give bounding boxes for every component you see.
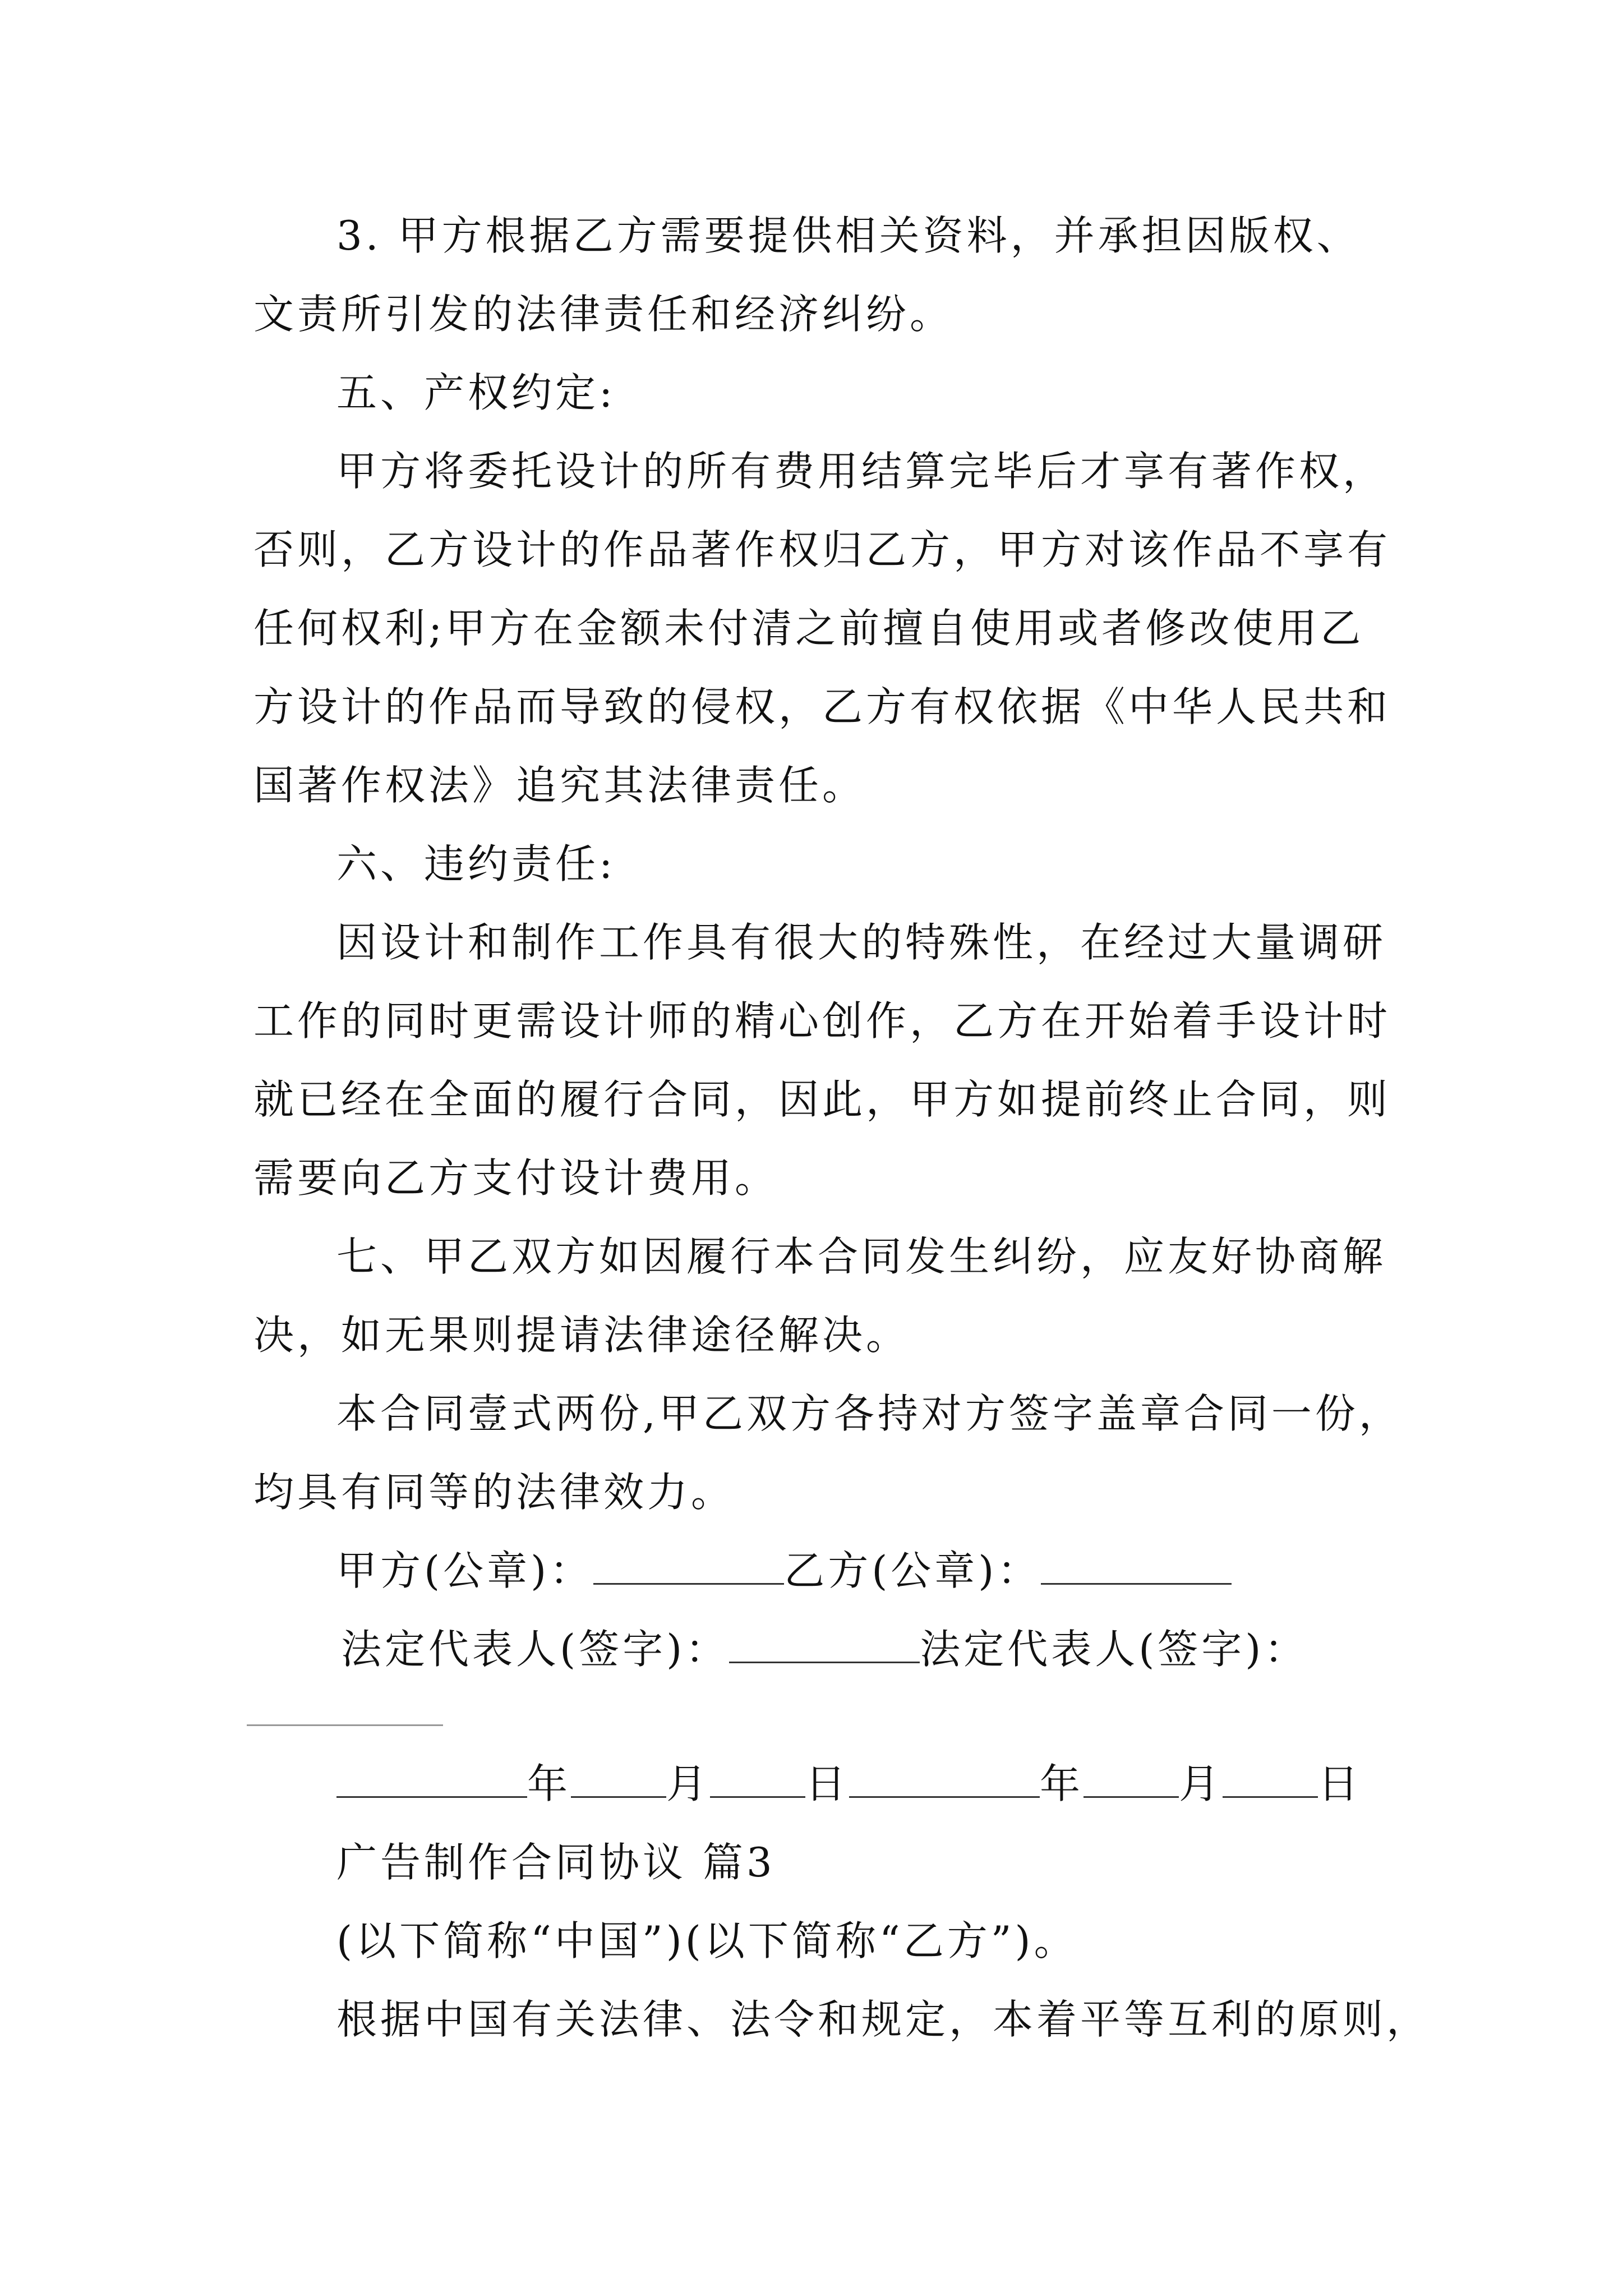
- rep-b-blank-wrapped: [247, 1724, 443, 1726]
- paragraph-line: (以下简称“中国”)(以下简称“乙方”)。: [336, 1917, 1078, 1964]
- rep-b-label: 法定代表人(签字)：: [920, 1626, 1308, 1673]
- day-b-label: 日: [1318, 1760, 1362, 1807]
- rep-a-label: 法定代表人(签字)：: [341, 1626, 730, 1673]
- month-b-label: 月: [1179, 1760, 1223, 1807]
- paragraph-line: 本合同壹式两份,甲乙双方各持对方签字盖章合同一份，: [336, 1390, 1403, 1437]
- paragraph-line: 就已经在全面的履行合同，因此，甲方如提前终止合同，则: [253, 1076, 1391, 1123]
- month-b-blank: [1083, 1758, 1179, 1798]
- section-heading: 六、违约责任:: [336, 840, 616, 887]
- day-a-blank: [710, 1758, 805, 1798]
- paragraph-line: 工作的同时更需设计师的精心创作，乙方在开始着手设计时: [253, 997, 1391, 1045]
- year-a-blank: [336, 1758, 527, 1798]
- rep-a-blank: [729, 1623, 920, 1663]
- representative-row: [341, 1621, 1308, 1677]
- article-heading: 广告制作合同协议 篇3: [336, 1839, 776, 1886]
- paragraph-line: 文责所引发的法律责任和经济纠纷。: [253, 291, 954, 338]
- paragraph-line: 甲方将委托设计的所有费用结算完毕后才享有著作权，: [336, 448, 1387, 495]
- paragraph-line: 任何权利;甲方在金额未付清之前擅自使用或者修改使用乙: [253, 605, 1364, 652]
- month-a-label: 月: [666, 1760, 711, 1807]
- paragraph-line: 国著作权法》追究其法律责任。: [253, 762, 866, 809]
- party-b-seal-label: 乙方(公章)：: [784, 1547, 1041, 1594]
- day-a-label: 日: [805, 1760, 850, 1807]
- year-b-blank: [849, 1758, 1040, 1798]
- paragraph-line: 均具有同等的法律效力。: [253, 1469, 735, 1516]
- section-heading: 五、产权约定:: [336, 369, 616, 416]
- party-a-seal-label: 甲方(公章)：: [336, 1547, 594, 1594]
- party-a-seal-blank: [593, 1545, 784, 1585]
- paragraph-line: 方设计的作品而导致的侵权，乙方有权依据《中华人民共和: [253, 683, 1391, 730]
- paragraph-line: 七、甲乙双方如因履行本合同发生纠纷，应友好协商解: [336, 1233, 1387, 1280]
- seal-row: [336, 1543, 1232, 1599]
- party-b-seal-blank: [1041, 1545, 1232, 1585]
- date-row: [336, 1756, 1362, 1812]
- year-a-label: 年: [527, 1760, 571, 1807]
- paragraph-line: 决，如无果则提请法律途径解决。: [253, 1312, 910, 1359]
- day-b-blank: [1223, 1758, 1318, 1798]
- paragraph-line: 3. 甲方根据乙方需要提供相关资料，并承担因版权、: [336, 212, 1361, 259]
- month-a-blank: [571, 1758, 666, 1798]
- paragraph-line: 需要向乙方支付设计费用。: [253, 1154, 779, 1202]
- year-b-label: 年: [1040, 1760, 1084, 1807]
- paragraph-line: 根据中国有关法律、法令和规定，本着平等互利的原则，: [336, 1996, 1431, 2043]
- paragraph-line: 因设计和制作工作具有很大的特殊性，在经过大量调研: [336, 919, 1387, 966]
- paragraph-line: 否则，乙方设计的作品著作权归乙方，甲方对该作品不享有: [253, 526, 1391, 573]
